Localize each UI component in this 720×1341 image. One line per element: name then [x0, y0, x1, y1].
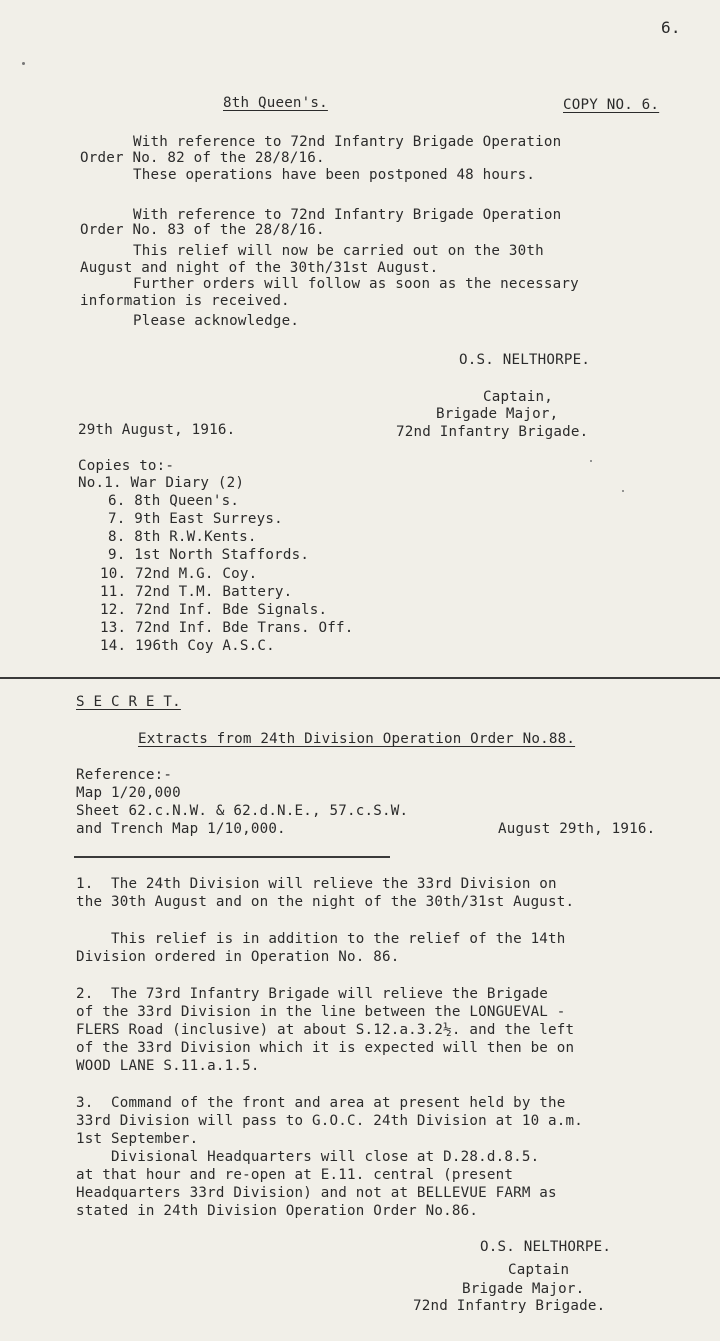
text-line: Sheet 62.c.N.W. & 62.d.N.E., 57.c.S.W. — [76, 803, 409, 819]
signature-formation: 72nd Infantry Brigade. — [413, 1298, 606, 1314]
text-line: With reference to 72nd Infantry Brigade Operation — [133, 134, 562, 150]
text-line: Division ordered in Operation No. 86. — [76, 949, 400, 965]
paper-speck — [590, 460, 592, 462]
signature-formation: 72nd Infantry Brigade. — [396, 424, 589, 440]
signature-rank: Captain — [508, 1262, 570, 1278]
list-item: 7. 9th East Surreys. — [108, 511, 283, 527]
text-line: of the 33rd Division which it is expected will then be on — [76, 1040, 575, 1056]
signature-appointment: Brigade Major, — [436, 406, 559, 422]
text-line: FLERS Road (inclusive) at about S.12.a.3.2½. and the left — [76, 1022, 575, 1038]
memo-date: 29th August, 1916. — [78, 422, 236, 438]
text-line: Divisional Headquarters will close at D.28.d.8.5. — [76, 1149, 540, 1165]
text-line: 3. Command of the front and area at present held by the — [76, 1095, 566, 1111]
text-line: Map 1/20,000 — [76, 785, 181, 801]
paper-speck — [22, 62, 25, 65]
text-line: the 30th August and on the night of the 30th/31st August. — [76, 894, 575, 910]
list-item: 10. 72nd M.G. Coy. — [100, 566, 258, 582]
text-line: Order No. 83 of the 28/8/16. — [80, 222, 325, 238]
text-line: Please acknowledge. — [133, 313, 300, 329]
paper-speck — [622, 490, 624, 492]
text-line: 33rd Division will pass to G.O.C. 24th Division at 10 a.m. — [76, 1113, 584, 1129]
reference-rule — [74, 856, 390, 858]
page-number: 6. — [661, 18, 681, 37]
signature-appointment: Brigade Major. — [462, 1281, 585, 1297]
text-line: Headquarters 33rd Division) and not at BELLEVUE FARM as — [76, 1185, 557, 1201]
memo-unit-heading: 8th Queen's. — [223, 95, 328, 111]
text-line: These operations have been postponed 48 hours. — [133, 167, 536, 183]
text-line: Order No. 82 of the 28/8/16. — [80, 150, 325, 166]
text-line: Further orders will follow as soon as the necessary — [133, 276, 579, 292]
list-item: 13. 72nd Inf. Bde Trans. Off. — [100, 620, 354, 636]
list-item: 6. 8th Queen's. — [108, 493, 240, 509]
text-line: 1. The 24th Division will relieve the 33rd Division on — [76, 876, 557, 892]
secret-heading: S E C R E T. — [76, 694, 181, 710]
text-line: stated in 24th Division Operation Order No.86. — [76, 1203, 479, 1219]
list-item: 11. 72nd T.M. Battery. — [100, 584, 293, 600]
text-line: 1st September. — [76, 1131, 199, 1147]
signature-name: O.S. NELTHORPE. — [480, 1239, 612, 1255]
text-line: information is received. — [80, 293, 290, 309]
text-line: This relief will now be carried out on the 30th — [133, 243, 544, 259]
list-item: 8. 8th R.W.Kents. — [108, 529, 257, 545]
list-item: 9. 1st North Staffords. — [108, 547, 310, 563]
copies-heading: Copies to:- — [78, 458, 175, 474]
text-line: at that hour and re-open at E.11. central (present — [76, 1167, 514, 1183]
list-item: 14. 196th Coy A.S.C. — [100, 638, 275, 654]
text-line: of the 33rd Division in the line between the LONGUEVAL - — [76, 1004, 566, 1020]
text-line: This relief is in addition to the relief of the 14th — [76, 931, 566, 947]
extract-date: August 29th, 1916. — [498, 821, 656, 837]
list-item: No.1. War Diary (2) — [78, 475, 245, 491]
text-line: 2. The 73rd Infantry Brigade will relieve the Brigade — [76, 986, 549, 1002]
copy-number: COPY NO. 6. — [563, 97, 660, 113]
extract-title: Extracts from 24th Division Operation Order No.88. — [138, 731, 576, 747]
section-divider — [0, 677, 720, 679]
text-line: With reference to 72nd Infantry Brigade Operation — [133, 207, 562, 223]
signature-name: O.S. NELTHORPE. — [459, 352, 591, 368]
text-line: WOOD LANE S.11.a.1.5. — [76, 1058, 260, 1074]
text-line: August and night of the 30th/31st August. — [80, 260, 439, 276]
list-item: 12. 72nd Inf. Bde Signals. — [100, 602, 328, 618]
text-line: and Trench Map 1/10,000. — [76, 821, 286, 837]
text-line: Reference:- — [76, 767, 173, 783]
signature-rank: Captain, — [483, 389, 553, 405]
